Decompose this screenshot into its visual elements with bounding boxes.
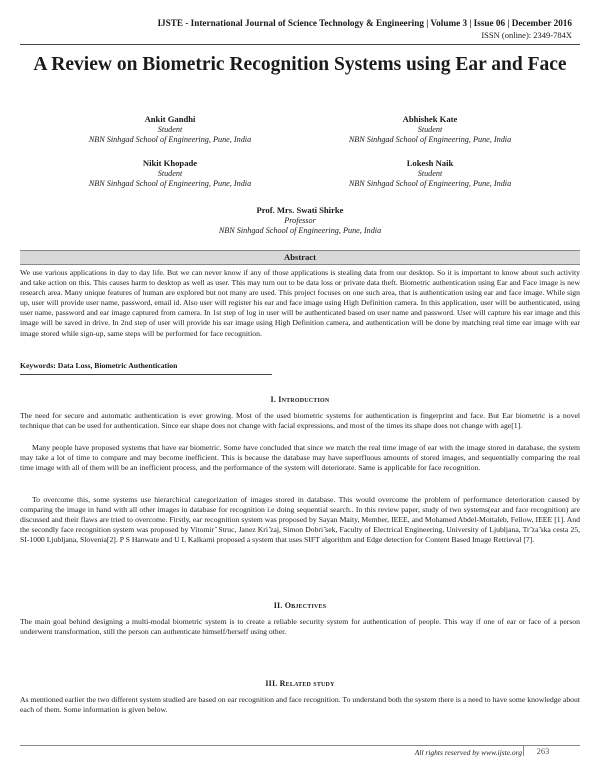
intro-paragraph-1: The need for secure and automatic authentication is ever growing. Most of the used biometric systems for authentication is fingerprint and face. But Ear biometric is a novel technique that can be used for authentication. Since ear shape does not change with facial expressions, and most of the times its shape does not change with age[1]. <box>20 411 580 431</box>
author-name: Nikit Khopade <box>142 158 198 168</box>
author-name: Abhishek Kate <box>402 114 458 124</box>
author-role: Student <box>157 124 183 134</box>
author-role: Student <box>417 124 443 134</box>
author-name: Ankit Gandhi <box>144 114 196 124</box>
objectives-paragraph: The main goal behind designing a multi-modal biometric system is to create a reliable security system for authentication of people. This way if one of ear or face of a person underwent transformation, still the person can authenticate himself/herself using other. <box>20 617 580 637</box>
abstract-heading: Abstract <box>20 250 580 265</box>
section-heading-introduction: I. Introduction <box>270 395 330 404</box>
author-block <box>170 205 430 237</box>
abstract-text: We use various applications in day to day life. But we can never know if any of those applications is stealing data from our desktop. So it is important to know about such activity and take action on this. This causes harm to desktop as well as user. This may turn out to be data loss or private data theft. Biometric authentication using Ear and Face image is new research area. Many unique features of human are explored but not many are used. This project focuses on one such area, that is authentication using ear and face image. While sign up, user will provide user name, password, email id. Also user will register his ear and face image using High Definition camera. In this application, user will be authenticated, using user name, password and ear image captured from camera. In 1st step of log in user will be authenticated based on user name and password. User will capture his ear image and this image will be saved in drive. In 2nd step of user will provide his ear image using High Definition camera, and authentication will be done by matching real time ear image with ear image stored while sign-up, same steps will be performed for face recognition. <box>20 268 580 338</box>
header-divider <box>20 44 580 45</box>
section-heading-related-study: III. Related study <box>265 679 335 688</box>
author-block <box>300 158 560 190</box>
author-block <box>40 114 300 146</box>
author-institution: NBN Sinhgad School of Engineering, Pune, India <box>218 226 382 235</box>
related-study-paragraph: As mentioned earlier the two different system studied are based on ear recognition and face recognition. To understand both the system there is a need to have some knowledge about each of them. Some information is given below. <box>20 695 580 715</box>
author-role: Student <box>157 168 183 178</box>
author-block <box>40 158 300 190</box>
keywords-line: Keywords: Data Loss, Biometric Authentication <box>20 361 178 370</box>
author-name: Lokesh Naik <box>406 158 454 168</box>
footer-rights: All rights reserved by www.ijste.org <box>414 748 522 757</box>
issn-line: ISSN (online): 2349-784X <box>481 30 572 40</box>
journal-header: IJSTE - International Journal of Science Technology & Engineering | Volume 3 | Issue 06 | December 2016 <box>157 18 572 28</box>
abstract-divider <box>20 374 272 375</box>
intro-paragraph-2: Many people have proposed systems that have ear biometric. Some have concluded that since we match the real time image of ear with the image stored in database, the system may take a lot of time to compare and may become inefficient. This is because the database may have superfluous amounts of stored images, and sequentially comparing the real time image with all of them will be an inefficient process, and the performance of the system will deteriorate. Same is applicable for face recognition. <box>20 443 580 473</box>
author-institution: NBN Sinhgad School of Engineering, Pune, India <box>348 135 512 144</box>
author-institution: NBN Sinhgad School of Engineering, Pune, India <box>88 135 252 144</box>
author-role: Professor <box>284 215 316 225</box>
page-number: 263 <box>523 746 558 756</box>
section-heading-objectives: II. Objectives <box>273 601 327 610</box>
intro-paragraph-3: To overcome this, some systems use hierarchical categorization of images stored in database. This would overcome the problem of performance deterioration caused by comparing the image in hand with all other images in database for recognition i.e doing sequential search.. In this review paper, study of two systems(ear and face recognition) are discussed and their flaws are tried to overcome. Firstly, ear recognition system was proposed by Sayan Maity, Member, IEEE, and Mohamed Abdel-Mottaleb, Fellow, IEEE [1]. And the secondly face recognition system was proposed by Vitomir ̆ Struc, Janez Kri ̆zaj, Simon Dobri ̆sek, Faculty of Electrical Engineering, University of Ljubljana, Tr ̆za ̆ska cesta 25, SI-1000 Ljubljana, Slovenia[2]. P S Hanwate and U L Kalkarni proposed a system that uses SIFT algorithm and Edge detection for Content Based Image Retrieval [7]. <box>20 495 580 545</box>
author-institution: NBN Sinhgad School of Engineering, Pune, India <box>88 179 252 188</box>
author-block <box>300 114 560 146</box>
paper-title: A Review on Biometric Recognition Systems using Ear and Face <box>33 54 567 75</box>
author-institution: NBN Sinhgad School of Engineering, Pune, India <box>348 179 512 188</box>
author-name: Prof. Mrs. Swati Shirke <box>256 205 344 215</box>
footer-divider <box>20 745 580 746</box>
author-role: Student <box>417 168 443 178</box>
